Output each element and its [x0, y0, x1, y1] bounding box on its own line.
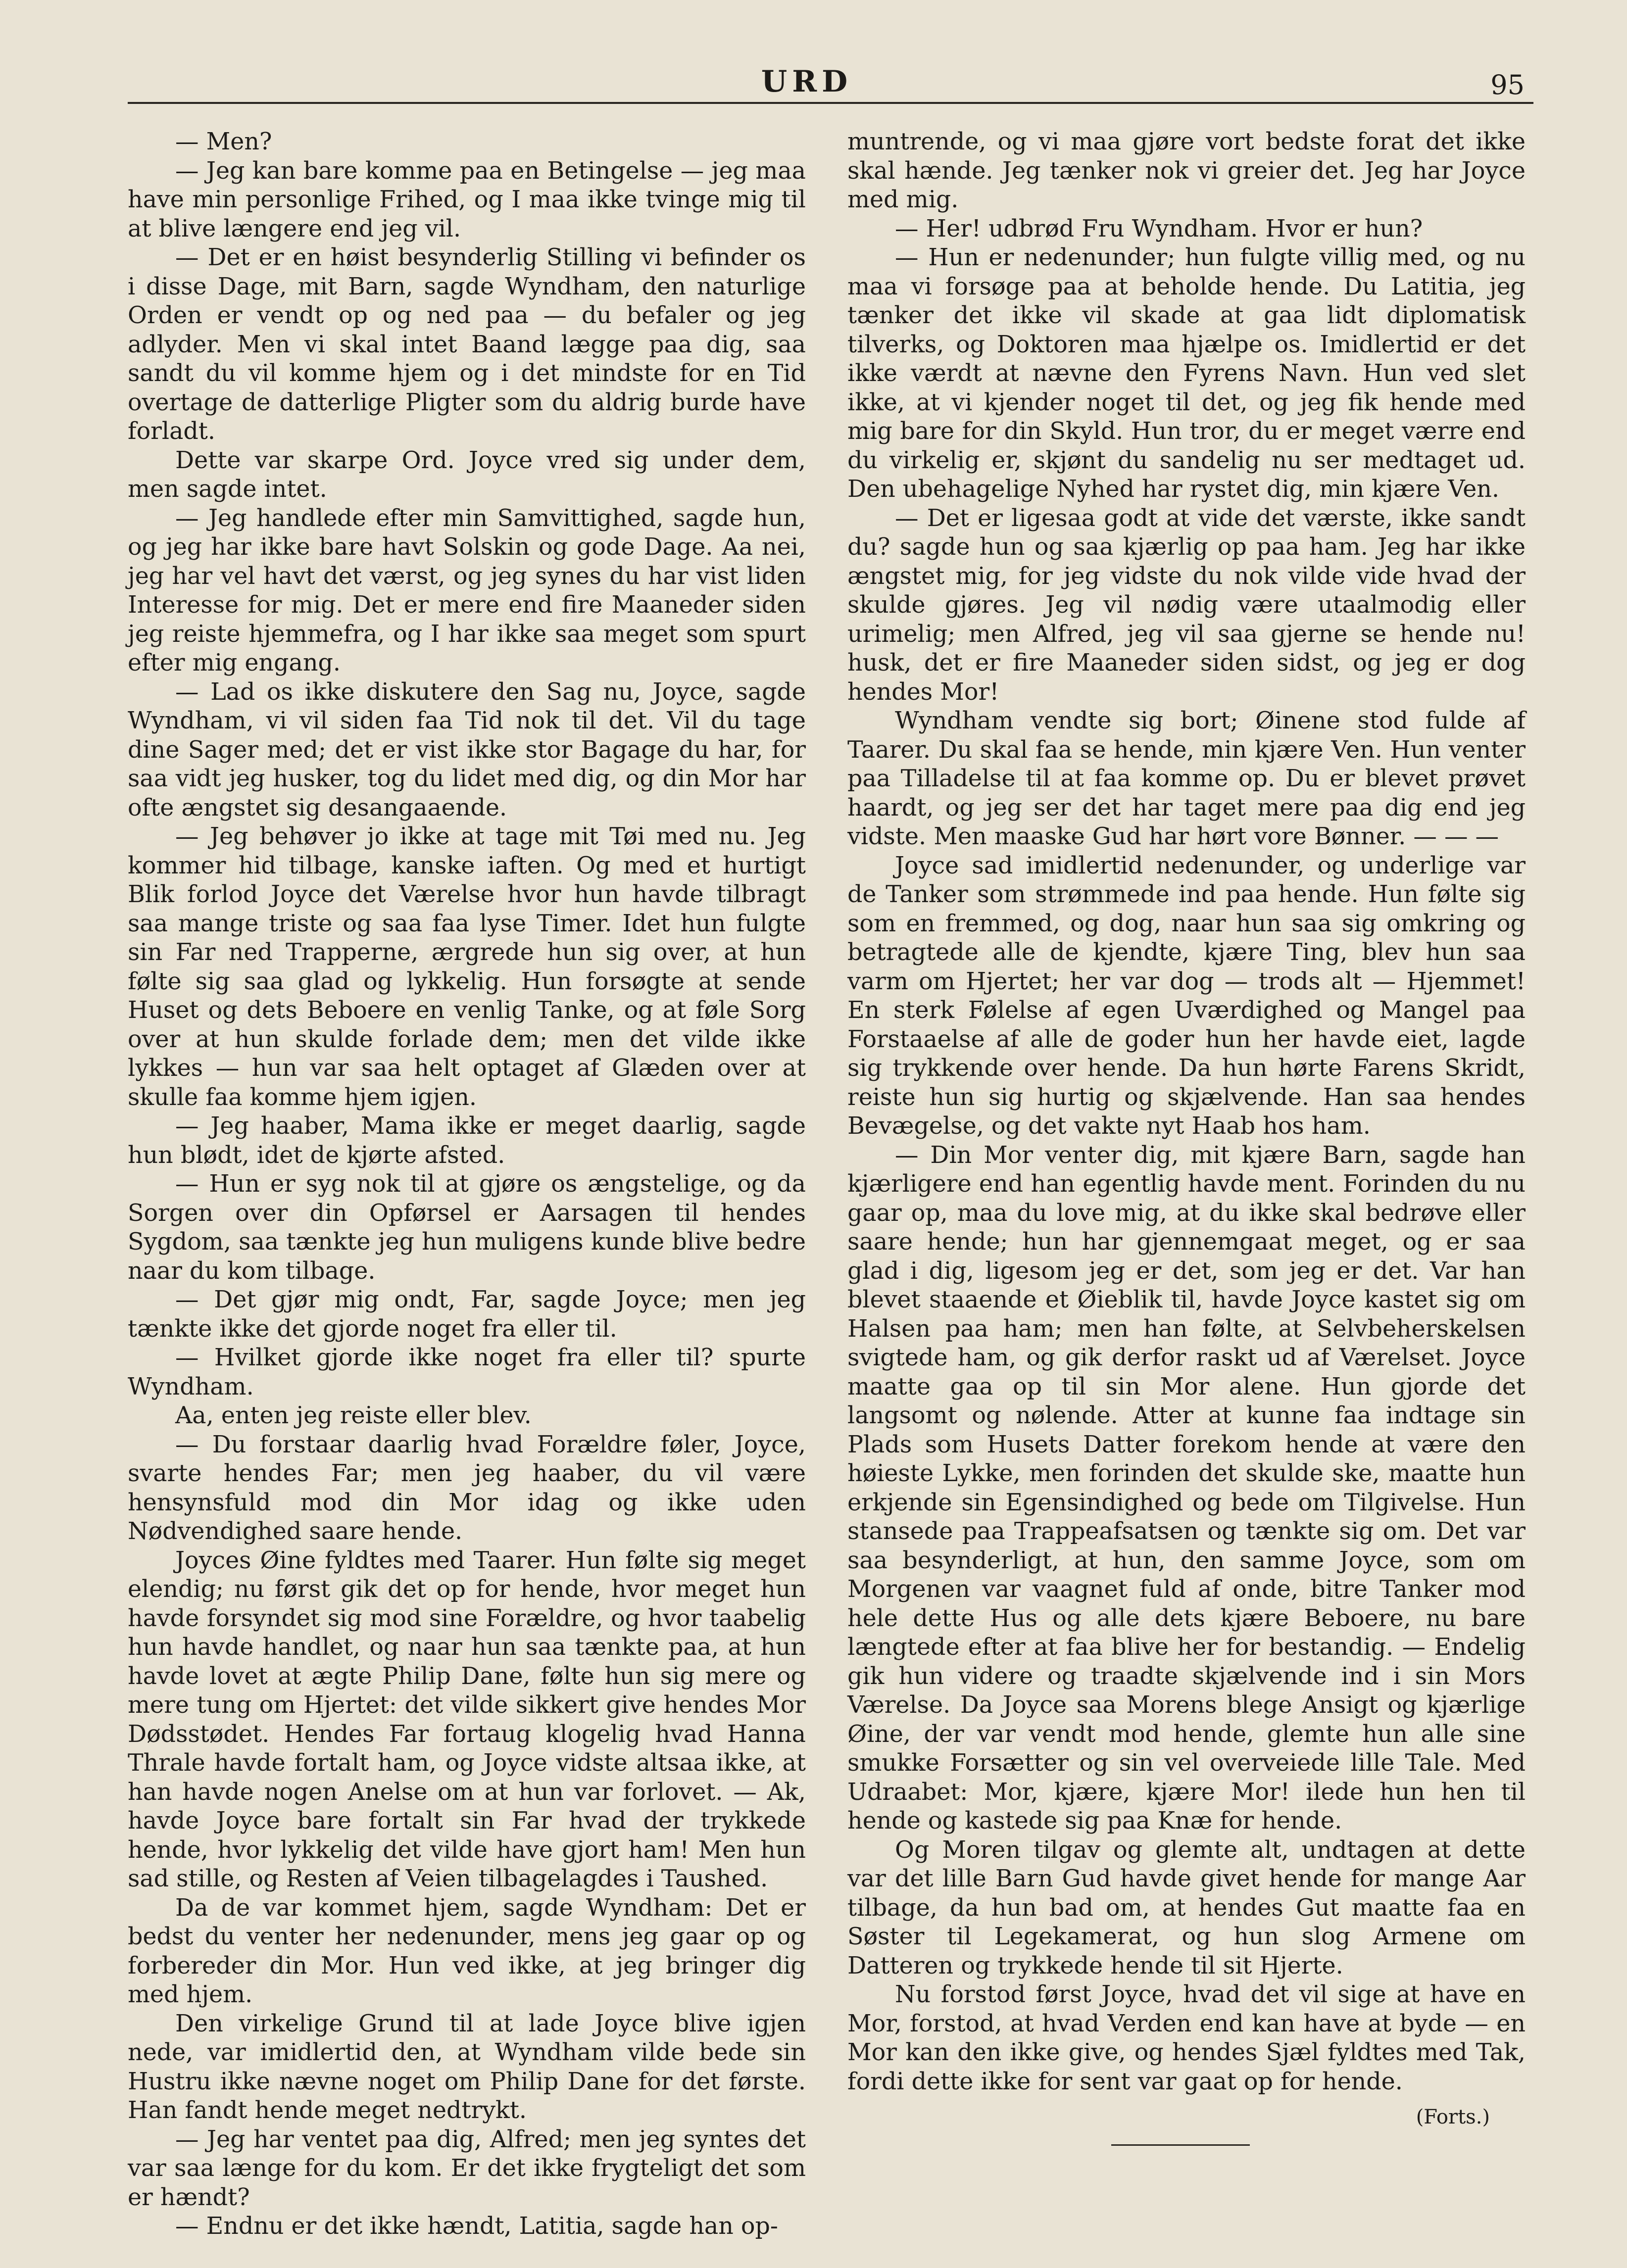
right-column [847, 128, 1526, 2096]
paragraph: Nu forstod først Joyce, hvad det vil sige at have en Mor, forstod, at hvad Verden end kan have at byde — en Mor kan den ikke give, og hendes Sjæl fyldtes med Tak, fordi dette ikke for sent var gaat op for hende. [847, 1981, 1526, 2095]
paragraph: Og Moren tilgav og glemte alt, undtagen at dette var det lille Barn Gud havde givet hende for mange Aar tilbage, da hun bad om, at hendes Gut maatte faa en Søster til Legekamerat, og hun slog Armene om Datteren og trykkede hende til sit Hjerte. [847, 1836, 1526, 1979]
paragraph: Joyce sad imidlertid nedenunder, og underlige var de Tanker som strømmede ind paa hende. Hun følte sig som en fremmed, og dog, naar hun saa sig omkring og betragtede alle de kjendte, kjære Ting, blev hun saa varm om Hjertet; her var dog — trods alt — Hjemmet! En sterk Følelse af egen Uværdighed og Mangel paa Forstaaelse af alle de goder hun her havde eiet, lagde sig trykkende over hende. Da hun hørte Farens Skridt, reiste hun sig hurtig og skjælvende. Han saa hendes Bevægelse, og det vakte nyt Haab hos ham. [847, 852, 1526, 1140]
paragraph: — Jeg handlede efter min Samvittighed, sagde hun, og jeg har ikke bare havt Solskin og gode Dage. Aa nei, jeg har vel havt det værst, og jeg synes du har vist liden Interesse for mig. Det er mere end fire Maaneder siden jeg reiste hjemmefra, og I har ikke saa meget som spurt efter mig engang. [128, 504, 806, 676]
paragraph: — Det er en høist besynderlig Stilling vi befinder os i disse Dage, mit Barn, sagde Wyndham, den naturlige Orden er vendt op og ned paa — du befaler og jeg adlyder. Men vi skal intet Baand lægge paa dig, saa sandt du vil komme hjem og i det mindste for en Tid overtage de datterlige Pligter som du aldrig burde have forladt. [128, 244, 806, 445]
paragraph: — Det gjør mig ondt, Far, sagde Joyce; men jeg tænkte ikke det gjorde noget fra eller til. [128, 1286, 806, 1343]
paragraph: Joyces Øine fyldtes med Taarer. Hun følte sig meget elendig; nu først gik det op for hende, hvor meget hun havde forsyndet sig mod sine Forældre, og hvor taabelig hun havde handlet, og naar hun saa tænkte paa, at hun havde lovet at ægte Philip Dane, følte hun sig mere og mere tung om Hjertet: det vilde sikkert give hendes Mor Dødsstødet. Hendes Far fortaug klogelig hvad Hanna Thrale havde fortalt ham, og Joyce vidste altsaa ikke, at han havde nogen Anelse om at hun var forlovet. — Ak, havde Joyce bare fortalt sin Far hvad der trykkede hende, hvor lykkelig det vilde have gjort ham! Men hun sad stille, og Resten af Veien tilbagelagdes i Taushed. [128, 1546, 806, 1892]
paragraph: — Jeg har ventet paa dig, Alfred; men jeg syntes det var saa længe for du kom. Er det ikke frygteligt det som er hændt? [128, 2125, 806, 2211]
page-number: 95 [1490, 69, 1525, 100]
paragraph: — Lad os ikke diskutere den Sag nu, Joyce, sagde Wyndham, vi vil siden faa Tid nok til det. Vil du tage dine Sager med; det er vist ikke stor Bagage du har, for saa vidt jeg husker, tog du lidet med dig, og din Mor har ofte ængstet sig desangaaende. [128, 678, 806, 821]
paragraph: — Hun er nedenunder; hun fulgte villig med, og nu maa vi forsøge paa at beholde hende. Du Latitia, jeg tænker det ikke vil skade at gaa lidt diplomatisk tilverks, og Doktoren maa hjælpe os. Imidlertid er det ikke værdt at nævne den Fyrens Navn. Hun ved slet ikke, at vi kjender noget til det, og jeg fik hende med mig bare for din Skyld. Hun tror, du er meget værre end du virkelig er, skjønt du sandelig nu ser medtaget ud. Den ubehagelige Nyhed har rystet dig, min kjære Ven. [847, 244, 1526, 503]
paragraph: Dette var skarpe Ord. Joyce vred sig under dem, men sagde intet. [128, 446, 806, 503]
magazine-title: URD [761, 64, 853, 99]
paragraph: Wyndham vendte sig bort; Øinene stod fulde af Taarer. Du skal faa se hende, min kjære Ven. Hun venter paa Tilladelse til at faa komme op. Du er blevet prøvet haardt, og jeg ser det har taget mere paa dig end jeg vidste. Men maaske Gud har hørt vore Bønner. — — — [847, 707, 1526, 850]
paragraph: — Endnu er det ikke hændt, Latitia, sagde han op- [175, 2213, 778, 2240]
paragraph: — Her! udbrød Fru Wyndham. Hvor er hun? [895, 215, 1423, 242]
paragraph: — Din Mor venter dig, mit kjære Barn, sagde han kjærligere end han egentlig havde ment. Forinden du nu gaar op, maa du love mig, at du ikke skal bedrøve eller saare hende; hun har gjennemgaat meget, og er saa glad i dig, ligesom jeg er det, som jeg er det. Var han blevet staaende et Øieblik til, havde Joyce kastet sig om Halsen paa ham; men han følte, at Selvbeherskelsen svigtede ham, og gik derfor raskt ud af Værelset. Joyce maatte gaa op til sin Mor alene. Hun gjorde det langsomt og nølende. Atter at kunne faa indtage sin Plads som Husets Datter forekom hende at være den høieste Lykke, men forinden det skulde ske, maatte hun erkjende sin Egensindighed og bede om Tilgivelse. Hun stansede paa Trappeafsatsen og tænkte sig om. Det var saa besynderligt, at hun, den samme Joyce, som om Morgenen var vaagnet fuld af onde, bitre Tanker mod hele dette Hus og alle dets kjære Beboere, nu bare længtede efter at faa blive her for bestandig. — Endelig gik hun videre og traadte skjælvende ind i sin Mors Værelse. Da Joyce saa Morens blege Ansigt og kjærlige Øine, der var vendt mod hende, glemte hun alle sine smukke Forsætter og sin vel overveiede lille Tale. Med Udraabet: Mor, kjære, kjære Mor! ilede hun hen til hende og kastede sig paa Knæ for hende. [847, 1141, 1526, 1834]
paragraph: — Jeg haaber, Mama ikke er meget daarlig, sagde hun blødt, idet de kjørte afsted. [128, 1112, 806, 1169]
paragraph: Aa, enten jeg reiste eller blev. [175, 1402, 532, 1429]
paragraph: — Jeg kan bare komme paa en Betingelse — jeg maa have min personlige Frihed, og I maa ikke tvinge mig til at blive længere end jeg vil. [128, 157, 806, 242]
paragraph: muntrende, og vi maa gjøre vort bedste forat det ikke skal hænde. Jeg tænker nok vi greier det. Jeg har Joyce med mig. [847, 128, 1526, 213]
paragraph: — Men? [175, 128, 272, 155]
continued-note: (Forts.) [1416, 2106, 1490, 2128]
paragraph: — Du forstaar daarlig hvad Forældre føler, Joyce, svarte hendes Far; men jeg haaber, du vil være hensynsfuld mod din Mor idag og ikke uden Nødvendighed saare hende. [128, 1431, 806, 1545]
paragraph: — Hvilket gjorde ikke noget fra eller til? spurte Wyndham. [128, 1344, 806, 1400]
left-column [128, 128, 806, 2241]
paragraph: Den virkelige Grund til at lade Joyce blive igjen nede, var imidlertid den, at Wyndham vilde bede sin Hustru ikke nævne noget om Philip Dane for det første. Han fandt hende meget nedtrykt. [128, 2010, 806, 2124]
paragraph: Da de var kommet hjem, sagde Wyndham: Det er bedst du venter her nedenunder, mens jeg gaar op og forbereder din Mor. Hun ved ikke, at jeg bringer dig med hjem. [128, 1894, 806, 2008]
header-rule [128, 102, 1533, 104]
paragraph: — Jeg behøver jo ikke at tage mit Tøi med nu. Jeg kommer hid tilbage, kanske iaften. Og med et hurtigt Blik forlod Joyce det Værelse hvor hun havde tilbragt saa mange triste og saa faa lyse Timer. Idet hun fulgte sin Far ned Trapperne, ærgrede hun sig over, at hun følte sig saa glad og lykkelig. Hun forsøgte at sende Huset og dets Beboere en venlig Tanke, og at føle Sorg over at hun skulde forlade dem; men det vilde ikke lykkes — hun var saa helt optaget af Glæden over at skulle faa komme hjem igjen. [128, 823, 806, 1111]
end-rule [1111, 2144, 1250, 2146]
paragraph: — Hun er syg nok til at gjøre os ængstelige, og da Sorgen over din Opførsel er Aarsagen til hendes Sygdom, saa tænkte jeg hun muligens kunde blive bedre naar du kom tilbage. [128, 1170, 806, 1285]
paragraph: — Det er ligesaa godt at vide det værste, ikke sandt du? sagde hun og saa kjærlig op paa ham. Jeg har ikke ængstet mig, for jeg vidste du nok vilde vide hvad der skulde gjøres. Jeg vil nødig være utaalmodig eller urimelig; men Alfred, jeg vil saa gjerne se hende nu! husk, det er fire Maaneder siden sidst, og jeg er dog hendes Mor! [847, 504, 1526, 706]
